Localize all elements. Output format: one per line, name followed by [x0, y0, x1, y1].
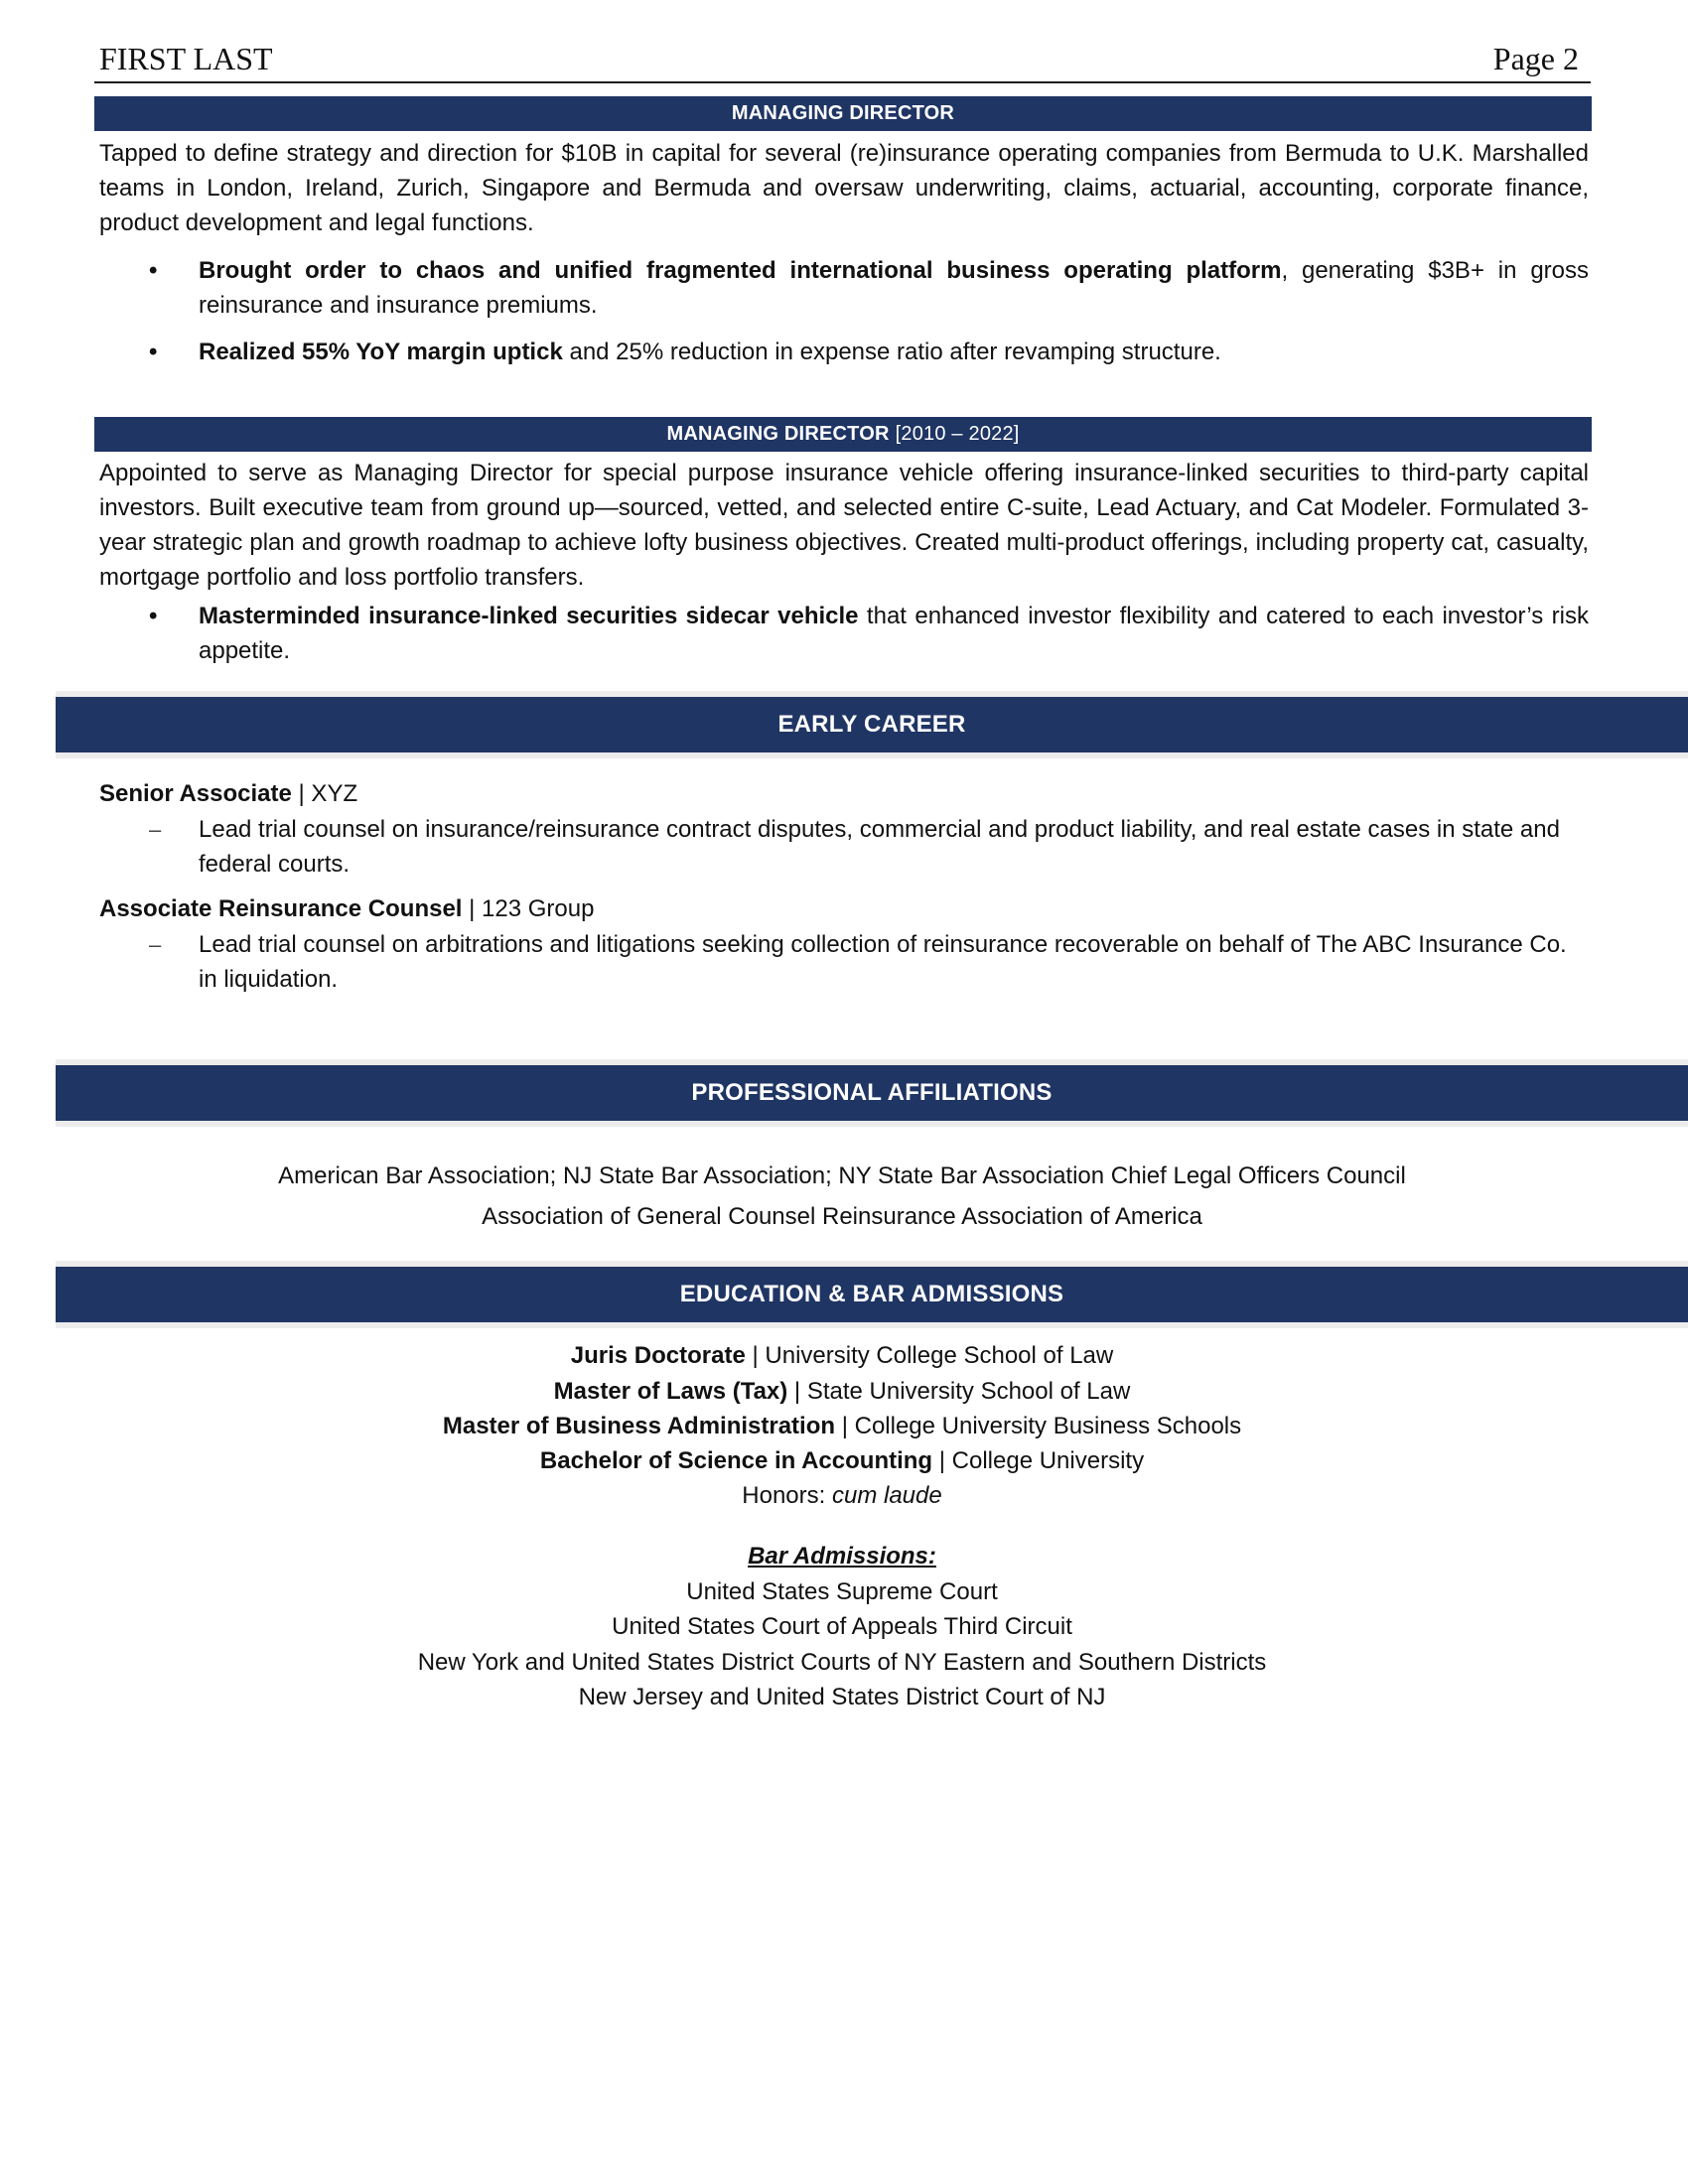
bar-admissions-title — [56, 1539, 1628, 1573]
section-title: MANAGING DIRECTOR — [731, 102, 955, 124]
section-bar-affiliations — [56, 1065, 1688, 1121]
section-bar-managing-director-1 — [94, 96, 1592, 131]
dash-icon: – — [149, 817, 162, 842]
honors-label: Honors: — [742, 1482, 832, 1509]
bullet-icon: • — [149, 339, 158, 365]
bullet-bold: Realized 55% YoY margin uptick — [199, 339, 563, 365]
section-title: PROFESSIONAL AFFILIATIONS — [691, 1079, 1053, 1106]
degree-school: | State University School of Law — [787, 1378, 1131, 1405]
bullet-rest: that enhanced investor flexibility and catered to each investor’s risk appetite. — [199, 603, 1590, 664]
dash-icon: – — [149, 932, 162, 957]
degree-name: Master of Business Administration — [442, 1413, 836, 1439]
section-dates: [2010 – 2022] — [895, 423, 1020, 445]
degree-school: | College University — [932, 1447, 1145, 1474]
bullet-rest: and 25% reduction in expense ratio after revamping structure. — [562, 339, 1221, 365]
section-bar-early-career — [56, 697, 1688, 752]
section2-paragraph: Appointed to serve as Managing Director for special purpose insurance vehicle offering insurance-linked securities to third-party capital investors. Built executive team from ground up—sourced, vetted, and selected entire C-suite, Lead Actuary, and Cat Modeler. Formulated 3-year strategic plan and growth roadmap to achieve lofty business objectives. Created multi-product offerings, including property cat, casualty, mortgage portfolio and loss portfolio transfers. — [99, 460, 1589, 591]
role-line — [99, 776, 357, 811]
section-bar-managing-director-2 — [94, 417, 1592, 452]
bullet-item — [199, 335, 1589, 369]
role-detail: Lead trial counsel on arbitrations and litigations seeking collection of reinsurance recoverable on behalf of The ABC Insurance Co. in liquidation. — [199, 931, 1567, 993]
bullet-bold: Masterminded insurance-linked securities sidecar vehicle — [199, 603, 859, 629]
role-org: | XYZ — [291, 780, 358, 807]
degree-line — [56, 1409, 1628, 1443]
honors-line — [56, 1478, 1628, 1513]
degree-name: Bachelor of Science in Accounting — [539, 1447, 933, 1474]
section-title: EDUCATION & BAR ADMISSIONS — [679, 1281, 1064, 1307]
bullet-icon: • — [149, 603, 158, 629]
degree-line — [56, 1443, 1628, 1478]
bar-admissions-heading: Bar Admissions: — [748, 1543, 936, 1570]
bar-admission-item: United States Court of Appeals Third Circuit — [612, 1613, 1072, 1640]
bullet-bold: Brought order to chaos and unified fragmented international business operating platform — [199, 257, 1282, 284]
degree-line — [56, 1338, 1628, 1373]
role-detail: Lead trial counsel on insurance/reinsurance contract disputes, commercial and product liability, and real estate cases in state and federal courts. — [199, 816, 1560, 878]
section-title: MANAGING DIRECTOR — [666, 423, 890, 445]
degree-name: Master of Laws (Tax) — [553, 1378, 788, 1405]
bullet-item — [199, 253, 1589, 323]
bullet-rest: , generating $3B+ in gross reinsurance and insurance premiums. — [199, 257, 1590, 319]
degree-line — [56, 1374, 1628, 1409]
role-org: | 123 Group — [462, 895, 595, 922]
section-title: EARLY CAREER — [777, 711, 966, 738]
section-bar-education — [56, 1267, 1688, 1322]
section1-paragraph: Tapped to define strategy and direction for $10B in capital for several (re)insurance operating companies from Bermuda to U.K. Marshalled teams in London, Ireland, Zurich, Singapore and Bermuda and oversaw underwriting, claims, actuarial, accounting, corporate finance, product development and legal functions. — [99, 140, 1589, 236]
honors-value: cum laude — [831, 1482, 942, 1509]
affiliations-line: Association of General Counsel Reinsurance Association of America — [482, 1203, 1202, 1230]
degree-school: | College University Business Schools — [835, 1413, 1242, 1439]
degree-school: | University College School of Law — [745, 1342, 1114, 1369]
role-title: Associate Reinsurance Counsel — [99, 895, 463, 922]
role-title: Senior Associate — [99, 780, 292, 807]
bullet-item — [199, 599, 1589, 668]
bar-admission-item: New York and United States District Courts of NY Eastern and Southern Districts — [417, 1649, 1267, 1676]
resume-name: FIRST LAST — [99, 41, 273, 76]
header-rule — [94, 81, 1591, 83]
bar-admission-item: New Jersey and United States District Court of NJ — [578, 1684, 1106, 1710]
role-line — [99, 891, 594, 926]
affiliations-line: American Bar Association; NJ State Bar Association; NY State Bar Association Chief Legal Officers Council — [278, 1162, 1406, 1189]
page-number: Page 2 — [1492, 41, 1579, 76]
bar-admission-item: United States Supreme Court — [686, 1578, 998, 1605]
bullet-icon: • — [149, 257, 158, 284]
degree-name: Juris Doctorate — [570, 1342, 746, 1369]
